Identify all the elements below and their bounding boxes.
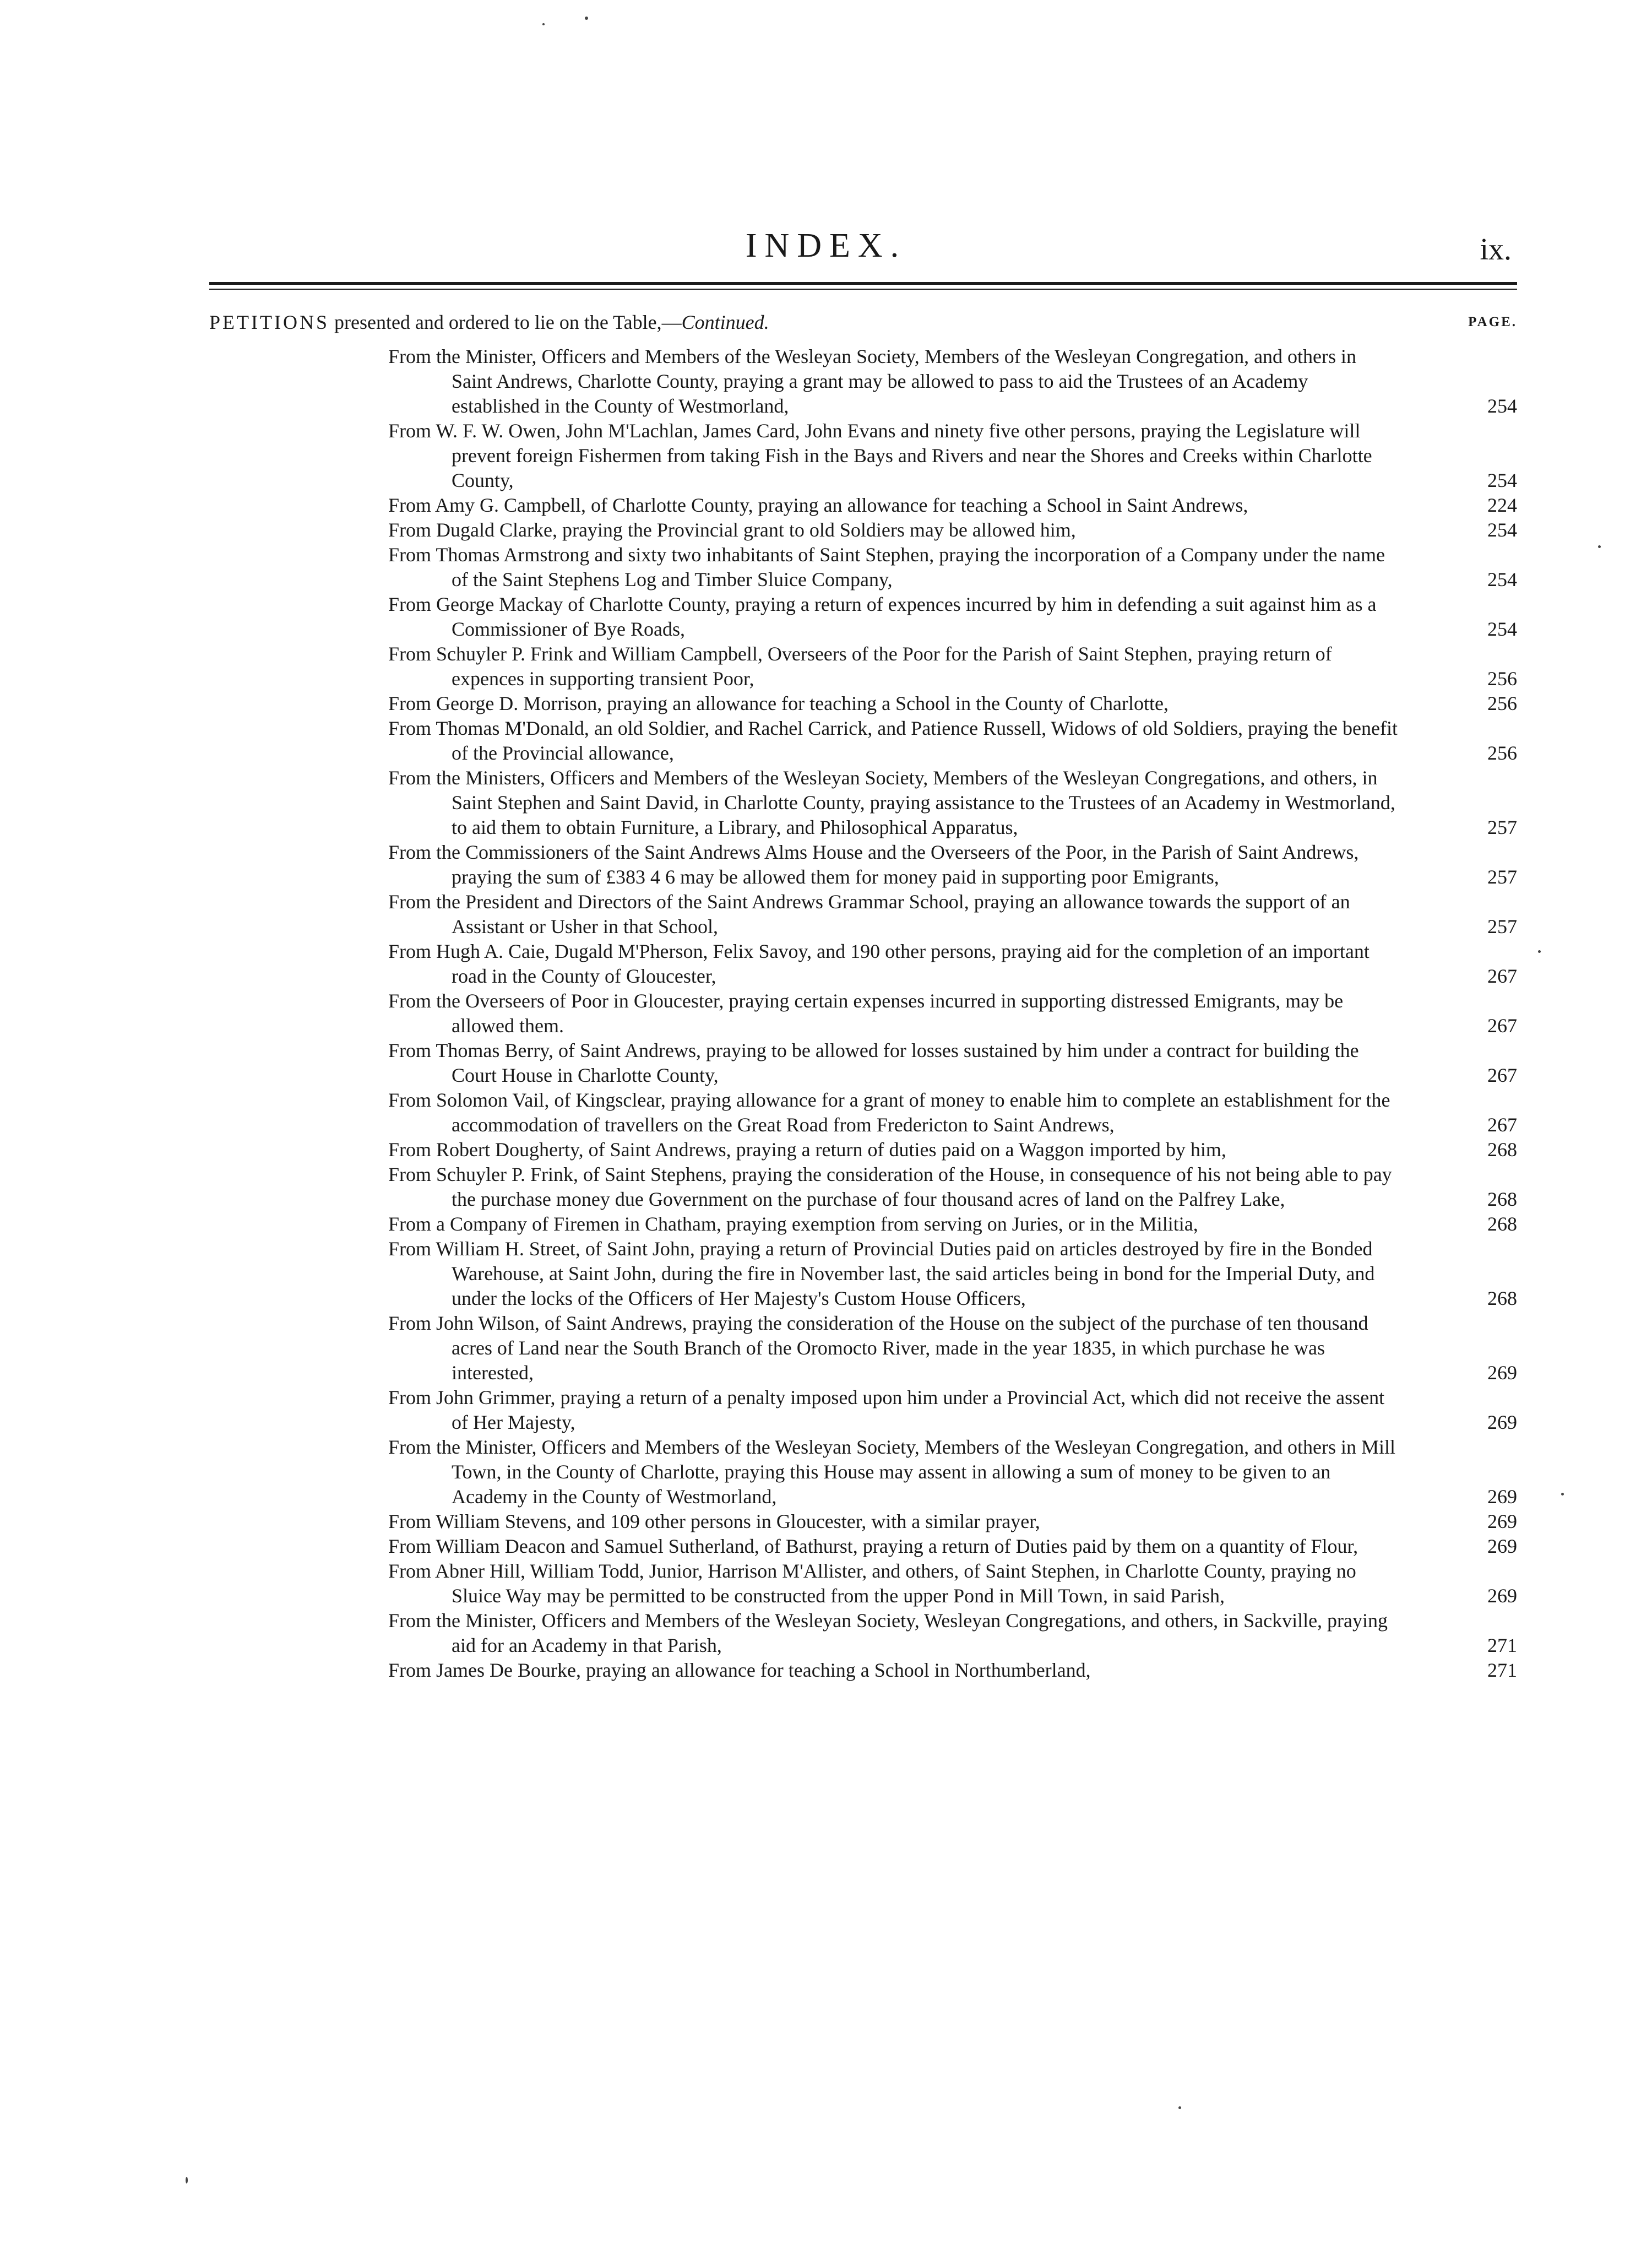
petition-text: From Solomon Vail, of Kingsclear, praying allowance for a grant of money to enable him to complete an establishment for the accommodation of travellers on the Great Road from Fredericton to Saint Andrews, [388, 1089, 1390, 1136]
petition-page-number: 268 [1487, 1188, 1517, 1210]
petition-text: From Robert Dougherty, of Saint Andrews, praying a return of duties paid on a Waggon imported by him, [388, 1139, 1226, 1161]
petition-entry [388, 642, 1517, 691]
page-number: ix. [1480, 232, 1512, 267]
petition-text: From the Ministers, Officers and Members of the Wesleyan Society, Members of the Wesleyan Congregations, and others, in Saint Stephen and Saint David, in Charlotte County, praying assistance to the Trustees of an Academy in Westmorland, to aid them to obtain Furniture, a Library, and Philosophical Apparatus, [388, 767, 1395, 838]
petition-entry [388, 1311, 1517, 1385]
petition-page-number: 254 [1487, 519, 1517, 541]
petition-text: From Thomas M'Donald, an old Soldier, and Rachel Carrick, and Patience Russell, Widows of old Soldiers, praying the benefit of the Provincial allowance, [388, 717, 1398, 764]
petition-text: From George Mackay of Charlotte County, praying a return of expences incurred by him in defending a suit against him as a Commissioner of Bye Roads, [388, 593, 1377, 640]
petition-page-number: 268 [1487, 1139, 1517, 1161]
scan-speck [1538, 950, 1541, 953]
petition-entry [388, 1658, 1517, 1683]
section-heading-caps: PETITIONS [209, 311, 329, 333]
petition-entry [388, 1559, 1517, 1608]
petition-text: From W. F. W. Owen, John M'Lachlan, James Card, John Evans and ninety five other persons, praying the Legislature will prevent foreign Fishermen from taking Fish in the Bays and Rivers and near the Shores and Creeks within Charlotte County, [388, 420, 1372, 491]
petition-text: From Abner Hill, William Todd, Junior, Harrison M'Allister, and others, of Saint Stephen, in Charlotte County, praying no Sluice Way may be permitted to be constructed from the upper Pond in Mill Town, in said Parish, [388, 1560, 1356, 1607]
petition-page-number: 269 [1487, 1411, 1517, 1433]
petition-text: From William Deacon and Samuel Sutherland, of Bathurst, praying a return of Duties paid by them on a quantity of Flour, [388, 1535, 1358, 1557]
petition-text: From a Company of Firemen in Chatham, praying exemption from serving on Juries, or in the Militia, [388, 1213, 1198, 1235]
petition-page-number: 267 [1487, 965, 1517, 987]
petition-text: From Amy G. Campbell, of Charlotte County, praying an allowance for teaching a School in Saint Andrews, [388, 494, 1248, 516]
petition-entry [388, 518, 1517, 543]
petition-text: From the Minister, Officers and Members of the Wesleyan Society, Members of the Wesleyan Congregation, and others in Mill Town, in the County of Charlotte, praying this House may assent in allowing a sum of money to be given to an Academy in the County of Westmorland, [388, 1436, 1396, 1508]
scan-speck [542, 23, 545, 25]
petition-entry [388, 344, 1517, 419]
petition-page-number: 271 [1487, 1634, 1517, 1656]
petition-entry [388, 890, 1517, 939]
petition-text: From the Overseers of Poor in Gloucester, praying certain expenses incurred in supporting distressed Emigrants, may be allowed them. [388, 990, 1344, 1037]
running-title: INDEX. [745, 227, 907, 264]
petition-entry [388, 1162, 1517, 1212]
petition-entry [388, 939, 1517, 989]
petition-page-number: 267 [1487, 1114, 1517, 1136]
petition-text: From John Grimmer, praying a return of a penalty imposed upon him under a Provincial Act, which did not receive the assent of Her Majesty, [388, 1386, 1385, 1433]
header-rule-thin [209, 289, 1517, 290]
petition-entry [388, 1534, 1517, 1559]
petition-entry [388, 989, 1517, 1038]
petition-entry [388, 419, 1517, 493]
petition-page-number: 269 [1487, 1510, 1517, 1532]
page-column-label: PAGE. [1468, 315, 1517, 329]
petition-page-number: 256 [1487, 742, 1517, 764]
petition-entry [388, 1385, 1517, 1435]
petition-text: From William Stevens, and 109 other persons in Gloucester, with a similar prayer, [388, 1510, 1040, 1532]
petition-text: From the Commissioners of the Saint Andrews Alms House and the Overseers of the Poor, in the Parish of Saint Andrews, praying the sum of £383 4 6 may be allowed them for money paid in supporting poor Emigrants, [388, 841, 1359, 888]
petition-entry [388, 1509, 1517, 1534]
scan-speck [186, 2177, 188, 2183]
petition-text: From Thomas Armstrong and sixty two inhabitants of Saint Stephen, praying the incorporation of a Company under the name of the Saint Stephens Log and Timber Sluice Company, [388, 544, 1385, 590]
petition-text: From Hugh A. Caie, Dugald M'Pherson, Felix Savoy, and 190 other persons, praying aid for the completion of an important road in the County of Gloucester, [388, 940, 1370, 987]
petition-entry [388, 543, 1517, 592]
petition-entry [388, 840, 1517, 890]
petition-page-number: 269 [1487, 1535, 1517, 1557]
petition-page-number: 268 [1487, 1213, 1517, 1235]
petition-list [388, 344, 1517, 1683]
scan-speck [1561, 1493, 1564, 1495]
petition-page-number: 269 [1487, 1585, 1517, 1607]
petition-text: From George D. Morrison, praying an allowance for teaching a School in the County of Charlotte, [388, 692, 1169, 714]
petition-text: From the Minister, Officers and Members of the Wesleyan Society, Wesleyan Congregations, and others, in Sackville, praying aid for an Academy in that Parish, [388, 1610, 1388, 1656]
petition-entry [388, 691, 1517, 716]
petition-entry [388, 1237, 1517, 1311]
petition-page-number: 257 [1487, 866, 1517, 888]
petition-page-number: 271 [1487, 1659, 1517, 1681]
petition-entry [388, 1088, 1517, 1137]
header-rule-thick [209, 282, 1517, 285]
petition-page-number: 267 [1487, 1064, 1517, 1086]
section-heading-text: presented and ordered to lie on the Table,— [329, 311, 682, 333]
petition-entry [388, 1608, 1517, 1658]
scan-speck [585, 17, 588, 20]
petition-page-number: 254 [1487, 568, 1517, 590]
section-heading [209, 308, 1517, 336]
petition-page-number: 254 [1487, 618, 1517, 640]
petition-text: From John Wilson, of Saint Andrews, praying the consideration of the House on the subject of the purchase of ten thousand acres of Land near the South Branch of the Oromocto River, made in the year 1835, in which purchase he was interested, [388, 1312, 1368, 1384]
petition-text: From James De Bourke, praying an allowance for teaching a School in Northumberland, [388, 1659, 1091, 1681]
petition-text: From the President and Directors of the Saint Andrews Grammar School, praying an allowance towards the support of an Assistant or Usher in that School, [388, 891, 1350, 938]
petition-page-number: 256 [1487, 668, 1517, 690]
scan-speck [1178, 2106, 1181, 2109]
petition-page-number: 254 [1487, 395, 1517, 417]
petition-page-number: 224 [1487, 494, 1517, 516]
petition-page-number: 269 [1487, 1362, 1517, 1384]
petition-entry [388, 1137, 1517, 1162]
petition-entry [388, 592, 1517, 642]
petition-entry [388, 1038, 1517, 1088]
petition-page-number: 256 [1487, 692, 1517, 714]
petition-entry [388, 766, 1517, 840]
petition-entry [388, 1435, 1517, 1509]
petition-text: From Schuyler P. Frink, of Saint Stephens, praying the consideration of the House, in consequence of his not being able to pay the purchase money due Government on the purchase of four thousand acres of land on the Palfrey Lake, [388, 1163, 1392, 1210]
petition-page-number: 267 [1487, 1015, 1517, 1037]
petition-text: From the Minister, Officers and Members of the Wesleyan Society, Members of the Wesleyan Congregation, and others in Saint Andrews, Charlotte County, praying a grant may be allowed to pass to aid the Trustees of an Academy established in the County of Westmorland, [388, 345, 1357, 417]
petition-text: From William H. Street, of Saint John, praying a return of Provincial Duties paid on articles destroyed by fire in the Bonded Warehouse, at Saint John, during the fire in November last, the said articles being in bond for the Imperial Duty, and under the locks of the Officers of Her Majesty's Custom House Officers, [388, 1238, 1375, 1309]
petition-text: From Schuyler P. Frink and William Campbell, Overseers of the Poor for the Parish of Saint Stephen, praying return of expences in supporting transient Poor, [388, 643, 1332, 690]
petition-entry [388, 493, 1517, 518]
petition-text: From Dugald Clarke, praying the Provincial grant to old Soldiers may be allowed him, [388, 519, 1076, 541]
petition-text: From Thomas Berry, of Saint Andrews, praying to be allowed for losses sustained by him under a contract for building the Court House in Charlotte County, [388, 1039, 1359, 1086]
petition-page-number: 269 [1487, 1486, 1517, 1508]
scan-speck [1598, 545, 1601, 548]
petition-page-number: 257 [1487, 816, 1517, 838]
section-heading-continued: Continued. [681, 311, 769, 333]
petition-entry [388, 716, 1517, 766]
petition-page-number: 254 [1487, 469, 1517, 491]
petition-entry [388, 1212, 1517, 1237]
petition-page-number: 268 [1487, 1287, 1517, 1309]
petition-page-number: 257 [1487, 915, 1517, 938]
